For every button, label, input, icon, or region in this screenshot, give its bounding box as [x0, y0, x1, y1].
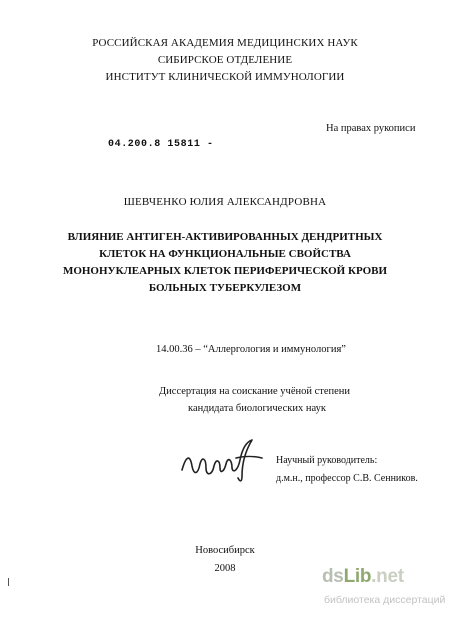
institution-line-3: ИНСТИТУТ КЛИНИЧЕСКОЙ ИММУНОЛОГИИ [105, 71, 345, 83]
author-name: ШЕВЧЕНКО ЮЛИЯ АЛЕКСАНДРОВНА [123, 196, 327, 208]
title-line-2: КЛЕТОК НА ФУНКЦИОНАЛЬНЫЕ СВОЙСТВА [99, 248, 351, 260]
degree-line-1: Диссертация на соискание учёной степени [159, 386, 351, 397]
watermark-subtitle: библиотека диссертаций [324, 594, 446, 606]
specialty-code: 14.00.36 – “Аллергология и иммунология” [156, 344, 346, 355]
margin-mark [8, 578, 9, 586]
degree-line-2: кандидата биологических наук [188, 403, 326, 414]
supervisor-label: Научный руководитель: [276, 455, 378, 466]
supervisor-name: д.м.н., профессор С.В. Сенников. [276, 473, 418, 484]
supervisor-signature [176, 436, 266, 484]
title-line-1: ВЛИЯНИЕ АНТИГЕН-АКТИВИРОВАННЫХ ДЕНДРИТНЫХ [67, 231, 383, 243]
dissertation-title [0, 229, 450, 297]
title-line-4: БОЛЬНЫХ ТУБЕРКУЛЕЗОМ [148, 282, 302, 294]
rights-note: На правах рукописи [326, 123, 416, 134]
archive-stamp: 04.200.8 15811 - [108, 139, 214, 150]
dslib-watermark [322, 566, 446, 614]
year: 2008 [214, 563, 236, 574]
watermark-logo: dsLib.net [322, 566, 404, 587]
title-line-3: МОНОНУКЛЕАРНЫХ КЛЕТОК ПЕРИФЕРИЧЕСКОЙ КРОВИ [62, 265, 388, 277]
institution-line-2: СИБИРСКОЕ ОТДЕЛЕНИЕ [157, 54, 293, 66]
place: Новосибирск [195, 545, 255, 556]
institution-line-1: РОССИЙСКАЯ АКАДЕМИЯ МЕДИЦИНСКИХ НАУК [92, 37, 358, 49]
